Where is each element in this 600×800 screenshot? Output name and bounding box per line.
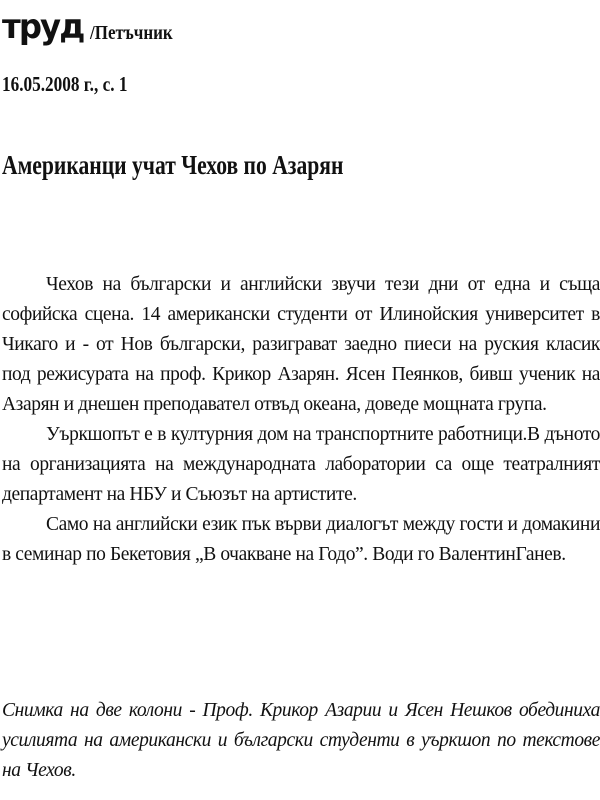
masthead: [2, 7, 187, 47]
article-paragraph-2: Уъркшопът е в културния дом на транспортните работници.В дъното на организацията на международната лаборатории са още театралният департамент на НБУ и Съюзът на артистите.: [2, 424, 600, 505]
dateline: 16.05.2008 г., с. 1: [2, 72, 128, 96]
article-paragraph-3: Само на английски език пък върви диалогът между гости и домакини в семинар по Бекетовия „В очакване на Годо”. Води го ВалентинГанев.: [2, 514, 600, 565]
article-paragraph-1: Чехов на български и английски звучи тези дни от една и съща софийска сцена. 14 американски студенти от Илинойския университет в Чикаго и - от Нов български, разиграват заедно пиеси на руския класик под режисурата на проф. Крикор Азарян. Ясен Пеянков, бивш ученик на Азарян и днешен преподавател отвъд океана, доведе мощната група.: [2, 274, 600, 415]
newspaper-logo: труд: [2, 7, 84, 47]
article-headline: Американци учат Чехов по Азарян: [2, 150, 344, 180]
section-name: /Петъчник: [89, 22, 173, 44]
article-body: [2, 270, 600, 570]
photo-caption: Снимка на две колони - Проф. Крикор Азарии и Ясен Нешков обединиха усилията на американски и български студенти в уъркшоп по текстове на Чехов.: [2, 700, 600, 781]
